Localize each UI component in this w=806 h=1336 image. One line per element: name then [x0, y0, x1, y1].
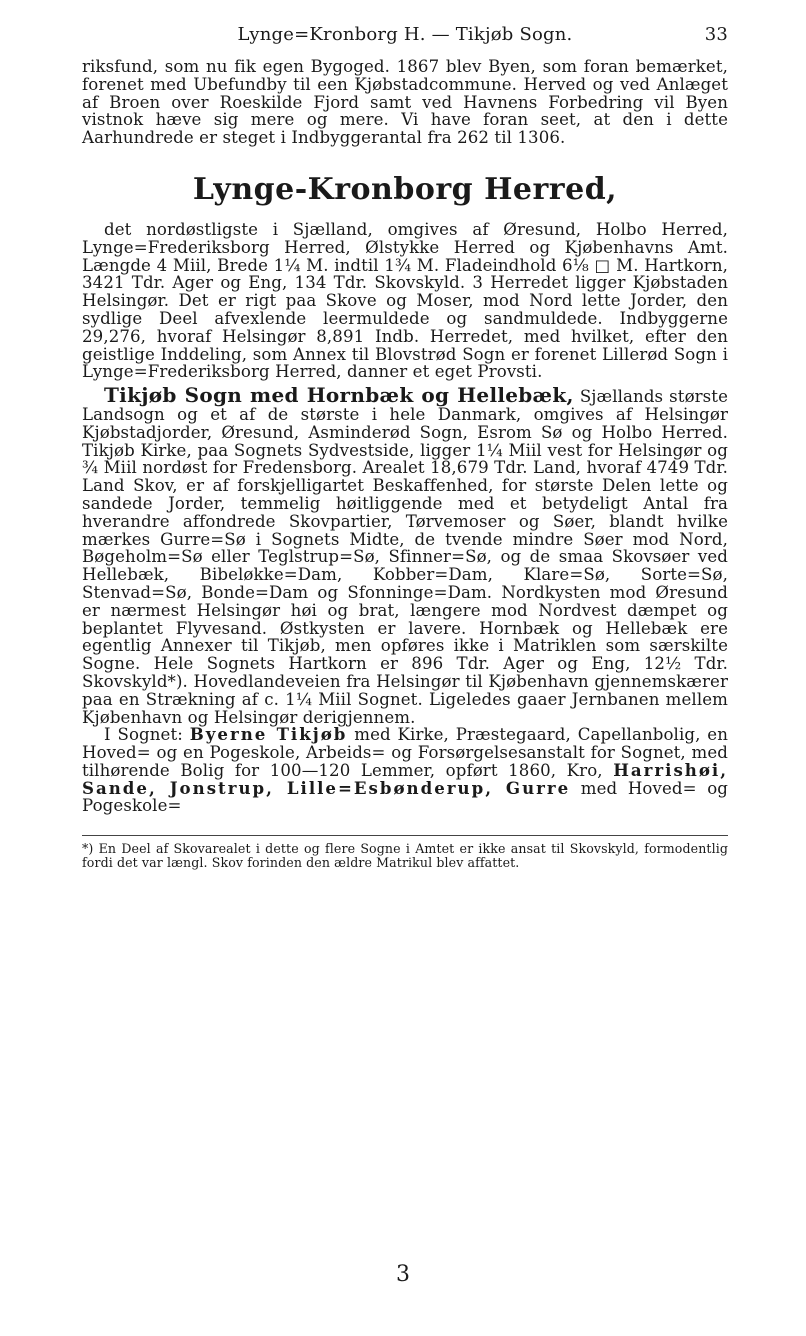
parish-lead: Tikjøb Sogn med Hornbæk og Hellebæk,	[104, 383, 574, 408]
footnote-rule	[82, 835, 728, 836]
page-body	[82, 58, 728, 870]
villages-tail: med Hoved= og Pogeskole=	[82, 778, 729, 816]
footnote: *) En Deel af Skovarealet i dette og flere Sogne i Amtet er ikke ansat til Skovskyld, formodentlig fordi det var længl. Skov forinden den ældre Matrikul blev affattet.	[82, 841, 728, 871]
villages-list: Harrishøi, Sande, Jonstrup, Lille=Esbønderup, Gurre	[82, 759, 729, 798]
herred-paragraph: det nordøstligste i Sjælland, omgives af Øresund, Holbo Herred, Lynge=Frederiksborg Herred, Ølstykke Herred og Kjøbenhavns Amt. Længde 4 Miil, Brede 1¼ M. indtil 1¾ M. Fladeindhold 6⅛ □ M. Hartkorn, 3421 Tdr. Ager og Eng, 134 Tdr. Skovskyld. 3 Herredet ligger Kjøbstaden Helsingør. Det er rigt paa Skove og Moser, mod Nord lette Jorder, den sydlige Deel afvexlende leermuldede og sandmuldede. Indbyggerne 29,276, hvoraf Helsingør 8,891 Indb. Herredet, med hvilket, efter den geistlige Inddeling, som Annex til Blovstrød Sogn er forenet Lillerød Sogn i Lynge=Frederiksborg Herred, danner et eget Provsti.	[82, 219, 728, 382]
intro-paragraph: riksfund, som nu fik egen Bygoged. 1867 blev Byen, som foran bemærket, forenet med Ubefundby til een Kjøbstadcommune. Herved og ved Anlæget af Broen over Roeskilde Fjord samt ved Havnens Forbedring vil Byen vistnok hæve sig mere og mere. Vi have foran seet, at den i dette Aarhundrede er steget i Indbyggerantal fra 262 til 1306.	[82, 57, 728, 148]
running-header	[82, 24, 728, 54]
villages-paragraph	[82, 726, 728, 815]
villages-prefix: I Sognet:	[104, 725, 183, 745]
villages-mid: med Kirke, Præstegaard, Capellanbolig, en Hoved= og en Pogeskole, Arbeids= og Forsørgelsesanstalt for Sognet, med tilhørende Bolig for 100—120 Lemmer, opført 1860, Kro,	[82, 725, 728, 780]
running-title: Lynge=Kronborg H. — Tikjøb Sogn.	[237, 24, 573, 45]
villages-place: Byerne Tikjøb	[189, 724, 348, 745]
signature-mark: 3	[396, 1262, 410, 1287]
parish-text: Sjællands største Landsogn og et af de største i hele Danmark, omgives af Helsingør Kjøbstadjorder, Øresund, Asminderød Sogn, Esrom Sø og Holbo Herred. Tikjøb Kirke, paa Sognets Sydvestside, ligger 1¼ Miil vest for Helsingør og ¾ Miil nordøst for Fredensborg. Arealet 18,679 Tdr. Land, hvoraf 4749 Tdr. Land Skov, er af forskjelligartet Beskaffenhed, for største Delen lette og sandede Jorder, temmelig høitliggende med et betydeligt Antal fra hverandre affondrede Skovpartier, Tørvemoser og Søer, blandt hvilke mærkes Gurre=Sø i Sognets Midte, de tvende mindre Søer mod Nord, Bøgeholm=Sø eller Teglstrup=Sø, Sfinner=Sø, og de smaa Skovsøer ved Hellebæk, Bibeløkke=Dam, Kobber=Dam, Klare=Sø, Sorte=Sø, Stenvad=Sø, Bonde=Dam og Sfonninge=Dam. Nordkysten mod Øresund er nærmest Helsingør høi og brat, længere mod Nordvest dæmpet og beplantet Flyvesand. Østkysten er lavere. Hornbæk og Hellebæk ere egentlig Annexer til Tikjøb, men opføres ikke i Matriklen som særskilte Sogne. Hele Sognets Hartkorn er 896 Tdr. Ager og Eng, 12½ Tdr. Skovskyld*). Hovedlandeveien fra Helsingør til Kjøbenhavn gjennemskærer paa en Strækning af c. 1¼ Miil Sognet. Ligeledes gaaer Jernbanen mellem Kjøbenhavn og Helsingør derigjennem.	[82, 387, 728, 727]
page-number: 33	[704, 24, 728, 45]
parish-paragraph	[82, 383, 728, 727]
section-title: Lynge-Kronborg Herred,	[192, 171, 618, 207]
